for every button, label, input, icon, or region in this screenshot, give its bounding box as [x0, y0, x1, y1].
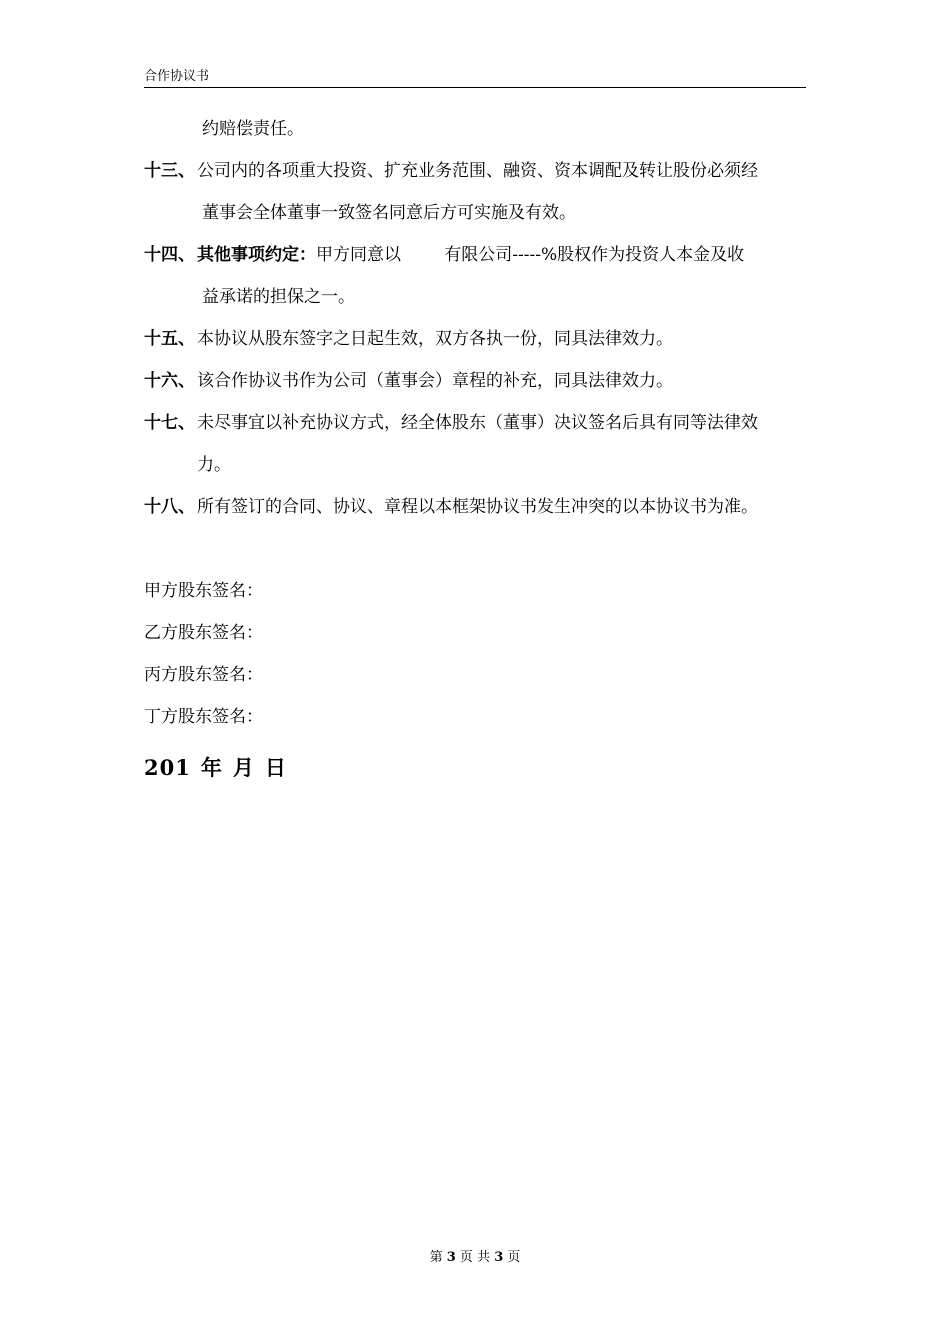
agreement-body	[144, 108, 808, 528]
clause-14	[144, 234, 808, 318]
header-title: 合作协议书	[144, 69, 210, 84]
clause-text: 甲方同意以 有限公司-----%股权作为投资人本金及收	[316, 245, 745, 265]
clause-number: 十八、	[144, 497, 195, 517]
clause-number: 十七、	[144, 413, 195, 433]
clause-15	[144, 318, 808, 360]
clause-line: 未尽事宜以补充协议方式，经全体股东（董事）决议签名后具有同等法律效	[197, 413, 758, 433]
clause-13	[144, 150, 808, 234]
page-footer	[0, 1246, 950, 1265]
clause-line: 公司内的各项重大投资、扩充业务范围、融资、资本调配及转让股份必须经	[197, 161, 758, 181]
clause-line: 益承诺的担保之一。	[202, 287, 355, 307]
signature-party-a: 甲方股东签名：	[144, 581, 263, 601]
clause-number: 十六、	[144, 371, 195, 391]
clause-line: 约赔偿责任。	[202, 119, 304, 139]
footer-mid: 页 共	[459, 1250, 491, 1265]
page-header	[144, 68, 806, 88]
clause-number: 十四、	[144, 245, 195, 265]
footer-prefix: 第	[429, 1250, 443, 1265]
clause-heading: 其他事项约定：	[197, 245, 316, 265]
signature-party-d: 丁方股东签名：	[144, 707, 263, 727]
date-year: 201	[144, 755, 191, 780]
clause-line: 本协议从股东签字之日起生效，双方各执一份，同具法律效力。	[197, 329, 673, 349]
signature-block	[144, 570, 263, 738]
clause-line: 董事会全体董事一致签名同意后方可实施及有效。	[202, 203, 576, 223]
footer-suffix: 页	[507, 1250, 521, 1265]
clause-17	[144, 402, 808, 486]
signing-date	[144, 752, 297, 782]
clause-number: 十五、	[144, 329, 195, 349]
clause-18	[144, 486, 808, 528]
clause-line: 力。	[197, 455, 231, 475]
date-year-unit: 年	[200, 755, 223, 780]
clause-line	[197, 234, 808, 276]
signature-party-b: 乙方股东签名：	[144, 623, 263, 643]
clause-continuation	[144, 108, 808, 150]
signature-party-c: 丙方股东签名：	[144, 665, 263, 685]
clause-line: 所有签订的合同、协议、章程以本框架协议书发生冲突的以本协议书为准。	[197, 497, 758, 517]
footer-total-pages: 3	[494, 1250, 504, 1265]
date-month-unit: 月	[232, 755, 255, 780]
clause-number: 十三、	[144, 161, 195, 181]
date-day-unit: 日	[264, 755, 287, 780]
footer-page-number: 3	[446, 1250, 456, 1265]
clause-line: 该合作协议书作为公司（董事会）章程的补充，同具法律效力。	[197, 371, 673, 391]
clause-16	[144, 360, 808, 402]
